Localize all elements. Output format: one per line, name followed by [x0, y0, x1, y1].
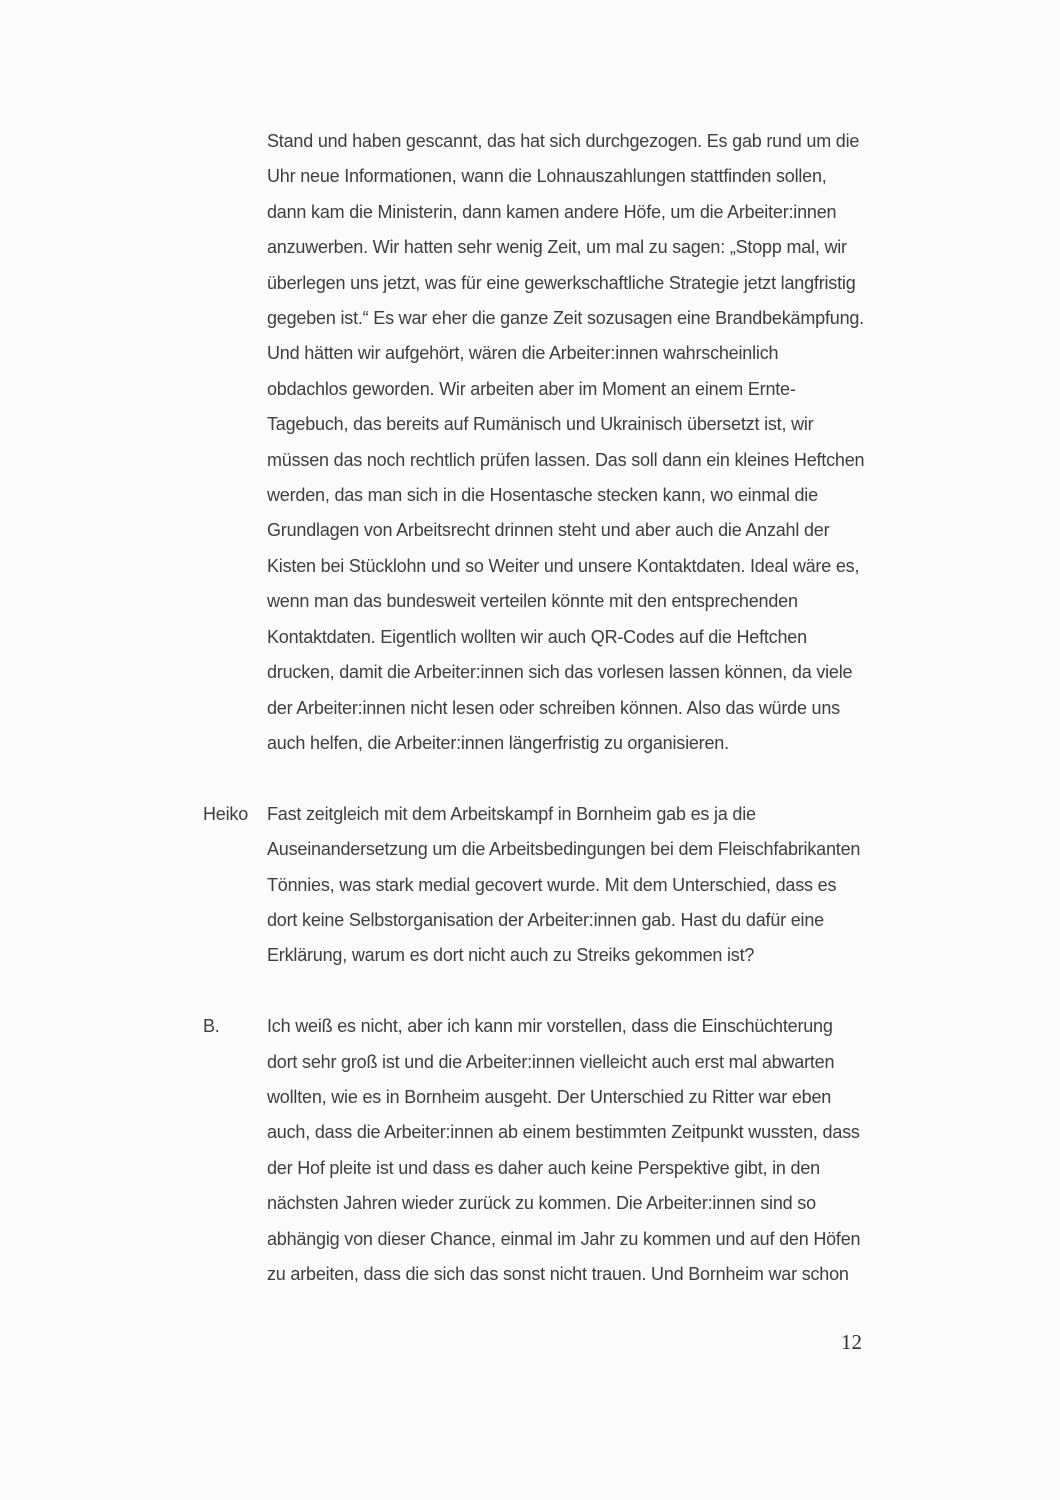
text-line: werden, das man sich in die Hosentasche stecken kann, wo einmal die [267, 485, 818, 506]
paragraph-lines [267, 1009, 903, 1292]
text-line: wenn man das bundesweit verteilen könnte mit den entsprechenden [267, 591, 798, 612]
text-line: Uhr neue Informationen, wann die Lohnauszahlungen stattfinden sollen, [267, 166, 827, 187]
paragraph-lines [267, 124, 903, 761]
text-line: Ich weiß es nicht, aber ich kann mir vorstellen, dass die Einschüchterung [267, 1016, 833, 1037]
text-line: Grundlagen von Arbeitsrecht drinnen steht und aber auch die Anzahl der [267, 520, 830, 541]
text-line: zu arbeiten, dass die sich das sonst nicht trauen. Und Bornheim war schon [267, 1263, 849, 1284]
text-line: dort keine Selbstorganisation der Arbeiter:innen gab. Hast du dafür eine [267, 909, 824, 930]
text-line: Auseinandersetzung um die Arbeitsbedingungen bei dem Fleischfabrikanten [267, 839, 861, 860]
transcript [203, 124, 903, 1328]
speaker-label: B. [203, 1016, 220, 1037]
text-line: wollten, wie es in Bornheim ausgeht. Der Unterschied zu Ritter war eben [267, 1086, 832, 1107]
text-line: Und hätten wir aufgehört, wären die Arbeiter:innen wahrscheinlich [267, 343, 779, 364]
text-line: der Hof pleite ist und dass es daher auch keine Perspektive gibt, in den [267, 1157, 820, 1178]
text-line: anzuwerben. Wir hatten sehr wenig Zeit, um mal zu sagen: „Stopp mal, wir [267, 237, 847, 258]
text-line: Fast zeitgleich mit dem Arbeitskampf in Bornheim gab es ja die [267, 803, 756, 824]
text-line: Erklärung, warum es dort nicht auch zu Streiks gekommen ist? [267, 945, 755, 966]
text-line: müssen das noch rechtlich prüfen lassen. Das soll dann ein kleines Heftchen [267, 449, 865, 470]
text-line: überlegen uns jetzt, was für eine gewerkschaftliche Strategie jetzt langfristig [267, 272, 856, 293]
text-line: Kontaktdaten. Eigentlich wollten wir auch QR-Codes auf die Heftchen [267, 626, 807, 647]
text-line: der Arbeiter:innen nicht lesen oder schreiben können. Also das würde uns [267, 697, 840, 718]
text-line: dort sehr groß ist und die Arbeiter:innen vielleicht auch erst mal abwarten [267, 1051, 835, 1072]
text-line: obdachlos geworden. Wir arbeiten aber im Moment an einem Ernte- [267, 378, 796, 399]
page-number: 12 [841, 1330, 862, 1354]
text-line: auch helfen, die Arbeiter:innen längerfristig zu organisieren. [267, 732, 729, 753]
speaker-label: Heiko [203, 803, 249, 824]
text-line: abhängig von dieser Chance, einmal im Jahr zu kommen und auf den Höfen [267, 1228, 861, 1249]
text-line: auch, dass die Arbeiter:innen ab einem bestimmten Zeitpunkt wussten, dass [267, 1122, 860, 1143]
transcript-block [203, 1009, 903, 1292]
text-line: nächsten Jahren wieder zurück zu kommen. Die Arbeiter:innen sind so [267, 1193, 816, 1214]
text-line: Kisten bei Stücklohn und so Weiter und unsere Kontaktdaten. Ideal wäre es, [267, 555, 860, 576]
text-line: Tagebuch, das bereits auf Rumänisch und Ukrainisch übersetzt ist, wir [267, 414, 814, 435]
text-line: Tönnies, was stark medial gecovert wurde. Mit dem Unterschied, dass es [267, 874, 837, 895]
text-line: drucken, damit die Arbeiter:innen sich das vorlesen lassen können, da viele [267, 662, 853, 683]
text-line: gegeben ist.“ Es war eher die ganze Zeit sozusagen eine Brandbekämpfung. [267, 308, 864, 329]
text-line: dann kam die Ministerin, dann kamen andere Höfe, um die Arbeiter:innen [267, 201, 837, 222]
text-line: Stand und haben gescannt, das hat sich durchgezogen. Es gab rund um die [267, 131, 860, 151]
transcript-block [203, 797, 903, 974]
transcript-block [203, 124, 903, 761]
paragraph-lines [267, 797, 903, 974]
